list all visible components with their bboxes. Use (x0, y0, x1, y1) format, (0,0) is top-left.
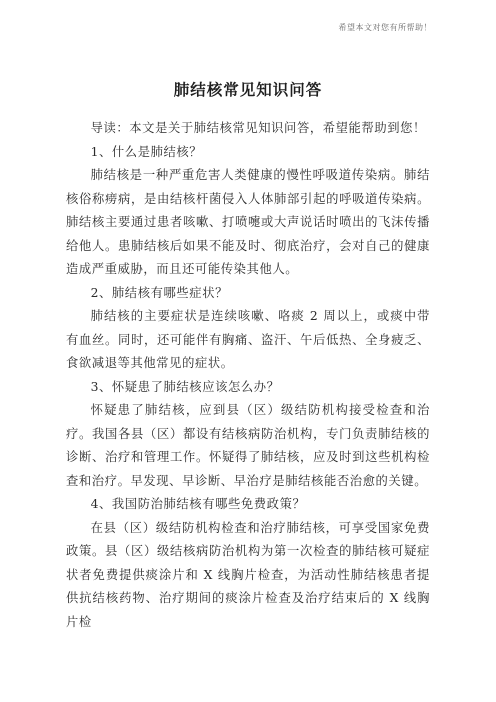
header-note: 希望本文对您有所帮助！ (338, 23, 432, 32)
answer-paragraph-1: 肺结核是一种严重危害人类健康的慢性呼吸道传染病。肺结核俗称痨病，是由结核杆菌侵入人体肺部引起的呼吸道传染病。肺结核主要通过患者咳嗽、打喷嚏或大声说话时喷出的飞沫传播给他人。患肺结核后如果不能及时、彻底治疗，会对自己的健康造成严重威胁，而且还可能传染其他人。 (66, 168, 430, 276)
answer-paragraph-2: 肺结核的主要症状是连续咳嗽、咯痰 2 周以上，或痰中带有血丝。同时，还可能伴有胸痛、盗汗、午后低热、全身疲乏、食欲减退等其他常见的症状。 (66, 309, 430, 370)
intro-paragraph: 导读：本文是关于肺结核常见知识问答，希望能帮助到您！ (90, 121, 426, 135)
question-heading-2: 2、肺结核有哪些症状？ (90, 285, 228, 300)
question-heading-1: 1、什么是肺结核？ (90, 144, 203, 159)
answer-paragraph-4: 在县（区）级结防机构检查和治疗肺结核，可享受国家免费政策。县（区）级结核病防治机构为第一次检查的肺结核可疑症状者免费提供痰涂片和 X 线胸片检查，为活动性肺结核患者提供抗结核药物、治疗期间的痰涂片检查及治疗结束后的 X 线胸片检 (66, 520, 430, 629)
answer-paragraph-3: 怀疑患了肺结核，应到县（区）级结防机构接受检查和治疗。我国各县（区）都设有结核病防治机构，专门负责肺结核的诊断、治疗和管理工作。怀疑得了肺结核，应及时到这些机构检查和治疗。早发现、早诊断、早治疗是肺结核能否治愈的关键。 (66, 403, 430, 488)
question-heading-3: 3、怀疑患了肺结核应该怎么办？ (90, 379, 280, 394)
document-body (66, 117, 430, 634)
document-title: 肺结核常见知识问答 (173, 80, 323, 99)
question-heading-4: 4、我国防治肺结核有哪些免费政策？ (90, 497, 306, 511)
